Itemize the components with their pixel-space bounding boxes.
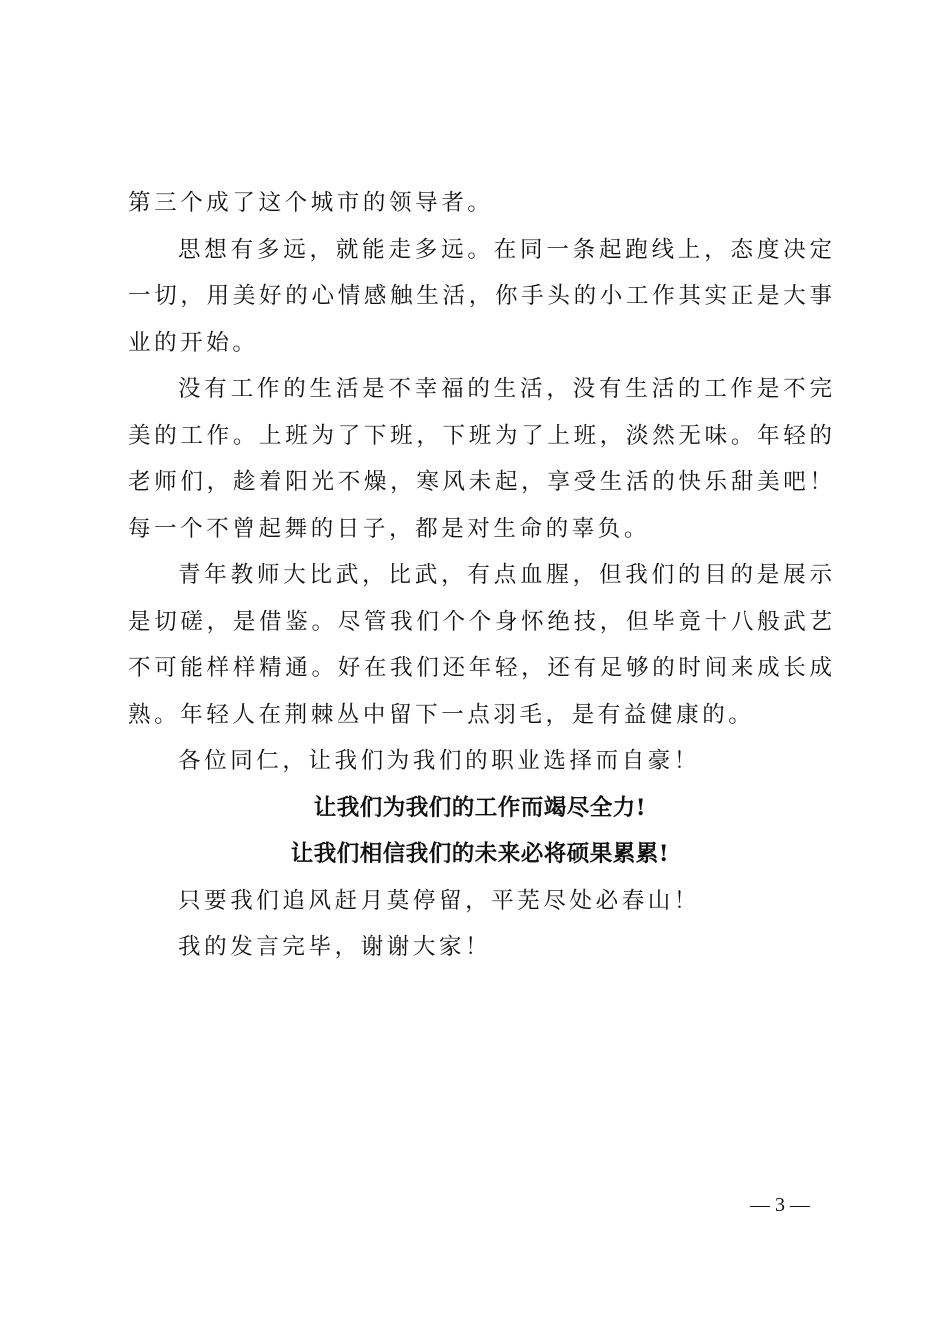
text-line: 老师们，趁着阳光不燥，寒风未起，享受生活的快乐甜美吧！ (128, 469, 832, 495)
page-number: — 3 — (750, 1194, 810, 1216)
text-line: 各位同仁，让我们为我们的职业选择而自豪！ (178, 748, 701, 774)
text-line: 只要我们追风赶月莫停留，平芜尽处必春山！ (178, 887, 701, 914)
emphasis-line: 让我们相信我们的未来必将硕果累累! (290, 841, 670, 867)
text-line: 第三个成了这个城市的领导者。 (128, 190, 494, 216)
text-line: 美的工作。上班为了下班，下班为了上班，淡然无味。年轻的 (128, 422, 832, 449)
text-line: 不可能样样精通。好在我们还年轻，还有足够的时间来成长成 (128, 655, 832, 681)
text-line: 思想有多远，就能走多远。在同一条起跑线上，态度决定 (178, 236, 832, 263)
text-line: 熟。年轻人在荆棘丛中留下一点羽毛，是有益健康的。 (128, 701, 755, 728)
speech-body (128, 180, 832, 971)
text-line: 没有工作的生活是不幸福的生活，没有生活的工作是不完 (178, 376, 832, 402)
emphasis-line: 让我们为我们的工作而竭尽全力! (313, 794, 647, 821)
closing-line: 我的发言完毕，谢谢大家！ (178, 934, 492, 960)
text-line: 青年教师大比武，比武，有点血腥，但我们的目的是展示 (178, 562, 832, 588)
text-line: 一切，用美好的心情感触生活，你手头的小工作其实正是大事 (128, 283, 832, 309)
text-line: 业的开始。 (128, 329, 259, 356)
text-line: 每一个不曾起舞的日子，都是对生命的辜负。 (128, 515, 651, 542)
text-line: 是切磋，是借鉴。尽管我们个个身怀绝技，但毕竟十八般武艺 (128, 608, 832, 635)
